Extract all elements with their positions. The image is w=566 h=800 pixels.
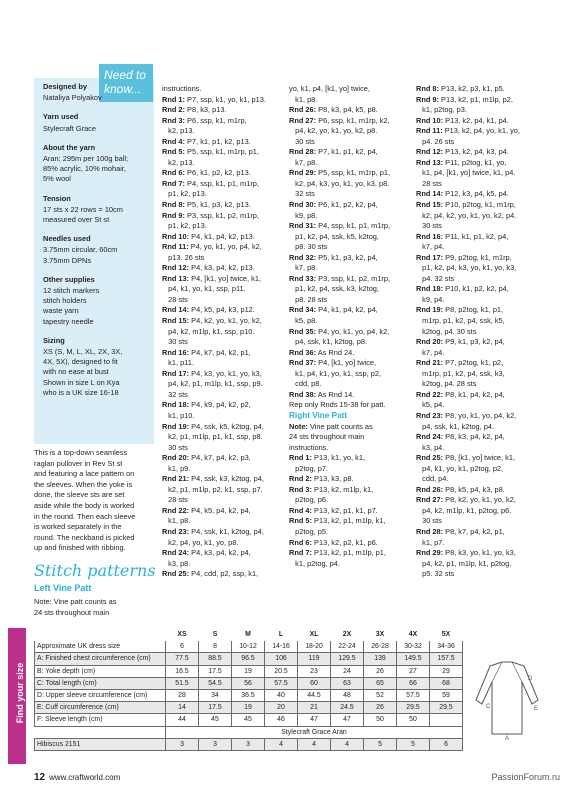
pattern-line: Rnd 16: P11, k1, p1, k2, p4, — [416, 231, 509, 241]
size-header: XL — [298, 629, 331, 641]
yarn-cell: 6 — [430, 738, 463, 750]
pattern-line: k1, p2tog, p3. — [416, 105, 467, 115]
pattern-line: Rnd 11: P4, yo, k1, yo, p4, k2, — [162, 242, 262, 252]
size-cell — [430, 714, 463, 726]
page-footer — [34, 772, 120, 783]
size-header: M — [232, 629, 265, 641]
pattern-line: Rnd 2: P8, k3, p13. — [162, 105, 227, 115]
yarn-cell: 3 — [166, 738, 199, 750]
size-cell: 88.5 — [199, 653, 232, 665]
pattern-line: k1, p9. — [162, 463, 191, 473]
size-cell: 45 — [199, 714, 232, 726]
pattern-line: p1, k2, p4, ssk, k3, k2tog, — [289, 284, 379, 294]
pattern-line: Rep only Rnds 15-38 for patt. — [289, 400, 386, 410]
size-row-label: B: Yoke depth (cm) — [35, 665, 166, 677]
size-row — [35, 702, 463, 714]
size-cell: 65 — [364, 677, 397, 689]
size-cell: 22-24 — [331, 641, 364, 653]
size-header: 3X — [364, 629, 397, 641]
pattern-line: instructions. — [289, 442, 329, 452]
size-header: 4X — [397, 629, 430, 641]
page-number: 12 — [34, 772, 46, 783]
pattern-line: Rnd 4: P7, k1, p1, k2, p13. — [162, 136, 251, 146]
pattern-line: k2, p13. — [162, 126, 195, 136]
pattern-line: Rnd 35: P4, yo, k1, yo, p4, k2, — [289, 326, 390, 336]
pattern-line: k1, p2tog, p4. — [289, 558, 340, 568]
size-cell: 47 — [331, 714, 364, 726]
pattern-line: 30 sts — [416, 221, 442, 231]
size-cell: 26-28 — [364, 641, 397, 653]
watermark: PassionForum.ru — [491, 772, 560, 782]
pattern-line: p1, k2, p4, ssk, k5, k2tog, — [289, 231, 379, 241]
pattern-line: cdd, p8. — [289, 379, 322, 389]
size-cell: 24 — [331, 665, 364, 677]
pattern-line: m1rp, p1, k2, p4, ssk, k3, — [416, 368, 505, 378]
size-cell: 10-12 — [232, 641, 265, 653]
pattern-line: k1, p8. — [289, 94, 318, 104]
size-row-label: Approximate UK dress size — [35, 641, 166, 653]
size-cell: 56 — [232, 677, 265, 689]
pattern-line: 32 sts — [289, 189, 315, 199]
pattern-line: k7, p8. — [289, 263, 318, 273]
pattern-line: Rnd 27: P6, ssp, k1, m1rp, k2, — [289, 115, 390, 125]
pattern-line: Rnd 2: P13, k3, p8. — [289, 474, 354, 484]
pattern-line: Rnd 14: P12, k3, p4, k5, p4. — [416, 189, 509, 199]
pattern-line: p1, k2, p13. — [162, 221, 207, 231]
pattern-line: Rnd 17: P4, k3, yo, k1, yo, k3, — [162, 368, 262, 378]
size-cell: 19 — [232, 665, 265, 677]
size-cell: 26 — [364, 665, 397, 677]
pattern-line: Rnd 29: P5, ssp, k1, m1rp, p1, — [289, 168, 391, 178]
intro-text: This is a top-down seamless raglan pullover in Rev St st and featuring a lace pattern on the sleeves. When the yoke is done, the sleeve sts are set aside while the body is worked in the round. Then each sleeve is worked separately in the round. The neckband is picked up and finished with ribbing. — [34, 448, 136, 553]
footer-site: www.craftworld.com — [49, 773, 121, 782]
pattern-line: Rnd 22: P4, k5, p4, k2, p4, — [162, 505, 251, 515]
pattern-line: p4, k2, m1lp, k1, p2tog, p6. — [416, 505, 512, 515]
pattern-line: Rnd 12: P13, k2, p4, k3, p4. — [416, 147, 509, 157]
pattern-line: p4, ssk, k1, k2tog, p8. — [289, 337, 368, 347]
size-cell: 129.5 — [331, 653, 364, 665]
pattern-line: k2tog, p4. 28 sts — [416, 379, 477, 389]
pattern-line: Rnd 18: P10, k1, p2, k2, p4, — [416, 284, 509, 294]
size-row — [35, 665, 463, 677]
size-row — [35, 641, 463, 653]
pattern-column-2 — [289, 84, 390, 569]
pattern-line: Rnd 26: P8, k3, p4, k5, p8. — [289, 105, 378, 115]
size-cell: 34 — [199, 689, 232, 701]
size-cell: 96.5 — [232, 653, 265, 665]
size-header: L — [265, 629, 298, 641]
size-cell: 27 — [397, 665, 430, 677]
size-cell: 17.5 — [199, 702, 232, 714]
pattern-line: p1, k2, p13. — [162, 189, 207, 199]
size-cell: 34-36 — [430, 641, 463, 653]
pattern-line: Rnd 16: P4, k7, p4, k2, p1, — [162, 347, 251, 357]
size-cell: 106 — [265, 653, 298, 665]
svg-text:A: A — [504, 736, 510, 740]
yarn-cell: 4 — [331, 738, 364, 750]
info-heading: Sizing — [43, 335, 65, 345]
pattern-line: Rnd 23: P4, ssk, k1, k2tog, p4, — [162, 526, 264, 536]
info-heading: Needles used — [43, 234, 91, 244]
yarn-cell: 4 — [298, 738, 331, 750]
yarn-cell: 5 — [364, 738, 397, 750]
pattern-line: 30 sts — [289, 136, 315, 146]
pattern-line: Rnd 15: P10, p2tog, k1, m1rp, — [416, 200, 516, 210]
pattern-line: Rnd 9: P3, ssp, k1, p2, m1rp, — [162, 210, 259, 220]
pattern-line: Rnd 20: P4, k7, p4, k2, p3, — [162, 453, 251, 463]
pattern-line: k2, p13. — [162, 157, 195, 167]
pattern-line: p1, k2, p4, k3, yo, k1, yo, k3, — [416, 263, 517, 273]
pattern-line: k2, p1, m1lp, p2, k1, ssp, p7. — [162, 484, 263, 494]
yarn-header: Stylecraft Grace Aran — [166, 726, 463, 738]
size-cell: 6 — [166, 641, 199, 653]
pattern-line: Rnd 6: P13, k2, p2, k1, p6. — [289, 537, 378, 547]
pattern-line: Rnd 38: As Rnd 14. — [289, 389, 355, 399]
size-cell: 20 — [265, 702, 298, 714]
pattern-line: Rnd 11: P13, k2, p4, yo, k1, yo, — [416, 126, 520, 136]
size-cell: 36.5 — [232, 689, 265, 701]
pattern-line: Rnd 8: P5, k1, p3, k2, p13. — [162, 200, 251, 210]
pattern-line: Rnd 19: P4, ssk, k5, k2tog, p4, — [162, 421, 264, 431]
svg-text:E: E — [534, 706, 539, 712]
pattern-line: Rnd 19: P8, p2tog, k1, p1, — [416, 305, 504, 315]
pattern-line: 28 sts — [416, 178, 442, 188]
pattern-line: Rnd 23: P8, yo, k1, yo, p4, k2, — [416, 410, 517, 420]
stitch-patterns-heading: Stitch patterns — [34, 561, 156, 580]
size-cell: 30-32 — [397, 641, 430, 653]
info-heading: About the yarn — [43, 142, 96, 152]
need-to-know-content — [43, 82, 153, 398]
size-cell: 68 — [430, 677, 463, 689]
pattern-line: Rnd 24: P8, k3, p4, k2, p4, — [416, 432, 505, 442]
pattern-line: k9, p4. — [416, 294, 445, 304]
pattern-line: Rnd 36: As Rnd 24. — [289, 347, 355, 357]
pattern-line: Rnd 6: P6, k1, p2, k2, p13. — [162, 168, 251, 178]
size-cell: 28 — [166, 689, 199, 701]
size-cell: 149.5 — [397, 653, 430, 665]
pattern-line: p5. 32 sts — [416, 569, 455, 579]
pattern-line: cdd, p4. — [416, 474, 449, 484]
size-header-row — [35, 629, 463, 641]
pattern-line: Rnd 10: P13, k2, p4, k1, p4. — [416, 115, 509, 125]
pattern-line: k1, p4, [k1, yo] twice, k1, p4. — [416, 168, 516, 178]
size-cell: 44 — [166, 714, 199, 726]
size-cell: 29 — [430, 665, 463, 677]
size-cell: 17.5 — [199, 665, 232, 677]
pattern-line: Rnd 18: P4, k9, p4, k2, p2, — [162, 400, 251, 410]
info-heading: Yarn used — [43, 112, 79, 122]
find-your-size-label: Find your size — [15, 662, 25, 724]
size-cell: 18-20 — [298, 641, 331, 653]
pattern-line: Rnd 25: P8, [k1, yo] twice, k1, — [416, 453, 515, 463]
right-vine-heading: Right Vine Patt — [289, 410, 348, 420]
pattern-line: k2, p4, yo, k1, yo, p8. — [162, 537, 239, 547]
size-cell: 51.5 — [166, 677, 199, 689]
pattern-line: k2, p1, m1lp, p1, k1, ssp, p8. — [162, 432, 263, 442]
pattern-line: Rnd 26: P8, k5, p4, k3, p8. — [416, 484, 505, 494]
size-cell: 157.5 — [430, 653, 463, 665]
size-cell: 21 — [298, 702, 331, 714]
pattern-line: Rnd 25: P4, cdd, p2, ssp, k1, — [162, 569, 259, 579]
info-text: XS (S, M, L, XL, 2X, 3X, 4X, 5X), designed to fit with no ease at bust Shown in size L on Kya who is a UK size 16-18 — [43, 347, 123, 397]
pattern-line: Rnd 31: P4, ssp, k1, p1, m1rp, — [289, 221, 391, 231]
need-to-know-tab: Need to know... — [99, 64, 153, 102]
pattern-line: Rnd 13: P4, [k1, yo] twice, k1, — [162, 273, 261, 283]
size-cell: 26 — [364, 702, 397, 714]
pattern-line: p4, k1, yo, k1, p2tog, p2, — [416, 463, 504, 473]
pattern-line: p4, ssk, k1, k2tog, p4. — [416, 421, 495, 431]
pattern-line: p13. 26 sts — [162, 252, 205, 262]
size-cell: 23 — [298, 665, 331, 677]
sweater-diagram — [472, 660, 542, 740]
pattern-line: Rnd 17: P9, p2tog, k1, m1rp, — [416, 252, 512, 262]
pattern-line: 28 sts — [162, 495, 188, 505]
pattern-line: Rnd 30: P6, k1, p2, k2, p4, — [289, 200, 378, 210]
pattern-line: p4. 26 sts — [416, 136, 455, 146]
pattern-line: Rnd 14: P4, k5, p4, k3, p12. — [162, 305, 255, 315]
pattern-line: 24 sts throughout main — [289, 432, 365, 442]
size-cell: 47 — [298, 714, 331, 726]
left-vine-note: Note: Vine patt counts as 24 sts throughout main — [34, 597, 117, 617]
info-text: 12 stitch markers stitch holders waste yarn tapestry needle — [43, 286, 100, 326]
size-cell: 45 — [232, 714, 265, 726]
pattern-line: Rnd 21: P4, ssk, k3, k2tog, p4, — [162, 474, 264, 484]
pattern-line: k9, p8. — [289, 210, 318, 220]
pattern-line: 28 sts — [162, 294, 188, 304]
size-cell: 57.5 — [397, 689, 430, 701]
pattern-line: Rnd 8: P13, k2, p3, k1, p5. — [416, 84, 505, 93]
size-row — [35, 714, 463, 726]
pattern-line: Rnd 29: P8, k3, yo, k1, yo, k3, — [416, 548, 516, 558]
pattern-line: 30 sts — [416, 516, 442, 526]
pattern-line: 30 sts — [162, 337, 188, 347]
find-your-size-tab — [8, 628, 26, 764]
pattern-line: k7, p4. — [416, 242, 445, 252]
yarn-cell: 3 — [232, 738, 265, 750]
pattern-line: p4. 32 sts — [416, 273, 455, 283]
size-header: S — [199, 629, 232, 641]
size-cell: 16.5 — [166, 665, 199, 677]
pattern-line: p4, k2, yo, k1, yo, k2, p8. — [289, 126, 378, 136]
pattern-line: k5, p4. — [416, 400, 445, 410]
size-cell: 19 — [232, 702, 265, 714]
pattern-column-1 — [162, 84, 266, 580]
pattern-line: Rnd 1: P7, ssp, k1, yo, k1, p13. — [162, 94, 266, 104]
pattern-line: p8. 30 sts — [289, 242, 328, 252]
info-text: 3.75mm circular, 60cm 3.75mm DPNs — [43, 245, 118, 265]
pattern-line: Rnd 24: P4, k3, p4, k2, p4, — [162, 548, 251, 558]
info-heading: Tension — [43, 193, 71, 203]
pattern-line: p4, k2, p1, m1lp, k1, ssp, p9. — [162, 379, 263, 389]
size-cell: 59 — [430, 689, 463, 701]
pattern-line: k2tog, p4. 30 sts — [416, 326, 477, 336]
pattern-line: k1, p11. — [162, 358, 194, 368]
pattern-line: Rnd 33: P3, ssp, k1, p2, m1rp, — [289, 273, 391, 283]
pattern-line: Rnd 7: P4, ssp, k1, p1, m1rp, — [162, 178, 259, 188]
pattern-column-3 — [416, 84, 520, 580]
pattern-line: k1, p7. — [416, 537, 445, 547]
info-text: Nataliya Polyakov — [43, 93, 102, 103]
pattern-line: k1, p8. — [162, 516, 191, 526]
pattern-line: k2, p4, k2, yo, k1, yo, k2, p4. — [416, 210, 517, 220]
pattern-line: Rnd 10: P4, k1, p4, k2, p13. — [162, 231, 255, 241]
pattern-line: p2tog, p6. — [289, 495, 329, 505]
pattern-line: p4, k2, m1lp, k1, ssp, p10. — [162, 326, 255, 336]
pattern-line: Note: Vine patt counts as — [289, 421, 373, 431]
size-cell: 63 — [331, 677, 364, 689]
size-row — [35, 677, 463, 689]
size-table — [34, 628, 463, 751]
pattern-line: Rnd 32: P5, k1, p3, k2, p4, — [289, 252, 378, 262]
yarn-cell: 5 — [397, 738, 430, 750]
size-cell: 50 — [364, 714, 397, 726]
size-cell: 57.5 — [265, 677, 298, 689]
size-cell: 60 — [298, 677, 331, 689]
size-cell: 14-16 — [265, 641, 298, 653]
pattern-line: Rnd 37: P4, [k1, yo] twice, — [289, 358, 377, 368]
info-text: 17 sts x 22 rows = 10cm measured over St st — [43, 204, 123, 225]
pattern-line: k7, p8. — [289, 157, 318, 167]
size-cell: 29.5 — [430, 702, 463, 714]
pattern-line: p4, k2, p1, m1lp, k1, p2tog, — [416, 558, 512, 568]
pattern-line: k3, p4. — [416, 442, 445, 452]
pattern-line: p8. 28 sts — [289, 294, 328, 304]
size-header: XS — [166, 629, 199, 641]
pattern-line: p2tog, p5. — [289, 526, 329, 536]
pattern-line: m1rp, p1, k2, p4, ssk, k5, — [416, 316, 505, 326]
size-cell: 119 — [298, 653, 331, 665]
size-row — [35, 653, 463, 665]
info-text: Aran; 295m per 100g ball; 85% acrylic, 10% mohair, 5% wool — [43, 154, 129, 184]
yarn-cell: 3 — [199, 738, 232, 750]
pattern-line: Rnd 21: P7, p2tog, k1, p2, — [416, 358, 504, 368]
info-heading: Other supplies — [43, 274, 95, 284]
pattern-line: k1, p4, k1, yo, k1, ssp, p2, — [289, 368, 382, 378]
pattern-line: Rnd 5: P5, ssp, k1, m1rp, p1, — [162, 147, 259, 157]
size-cell: 40 — [265, 689, 298, 701]
yarn-header-row — [35, 726, 463, 738]
pattern-line: k5, p8. — [289, 316, 318, 326]
pattern-line: Rnd 28: P8, k7, p4, k2, p1, — [416, 526, 505, 536]
size-cell: 48 — [331, 689, 364, 701]
size-cell: 46 — [265, 714, 298, 726]
pattern-line: p4, k1, yo, k1, ssp, p11. — [162, 284, 246, 294]
size-row-label: C: Total length (cm) — [35, 677, 166, 689]
size-cell: 50 — [397, 714, 430, 726]
size-row-label: E: Cuff circumference (cm) — [35, 702, 166, 714]
info-heading: Designed by — [43, 82, 87, 91]
size-row-label: F: Sleeve length (cm) — [35, 714, 166, 726]
pattern-line: Rnd 3: P13, k2, m1lp, k1, — [289, 484, 374, 494]
yarn-row-label: Hibiscus 2151 — [35, 738, 166, 750]
pattern-line: Rnd 4: P13, k2, p1, k1, p7. — [289, 505, 378, 515]
pattern-line: k1, p10. — [162, 410, 195, 420]
size-header: 2X — [331, 629, 364, 641]
pattern-line: Rnd 27: P8, k2, yo, k1, yo, k2, — [416, 495, 516, 505]
pattern-line: Rnd 34: P4, k1, p4, k2, p4, — [289, 305, 378, 315]
pattern-line: Rnd 20: P9, k1, p3, k2, p4, — [416, 337, 505, 347]
pattern-line: Rnd 12: P4, k3, p4, k2, p13. — [162, 263, 255, 273]
yarn-cell: 4 — [265, 738, 298, 750]
svg-text:C: C — [486, 704, 491, 710]
size-cell: 24.5 — [331, 702, 364, 714]
pattern-line: 32 sts — [162, 389, 188, 399]
size-cell: 29.5 — [397, 702, 430, 714]
pattern-line: k2, p4, k3, yo, k1, yo, k3, p8. — [289, 178, 390, 188]
size-cell: 20.5 — [265, 665, 298, 677]
size-cell: 54.5 — [199, 677, 232, 689]
size-cell: 66 — [397, 677, 430, 689]
size-cell: 52 — [364, 689, 397, 701]
size-header: 5X — [430, 629, 463, 641]
pattern-line: Rnd 5: P13, k2, p1, m1lp, k1, — [289, 516, 386, 526]
size-row-label: A: Finished chest circumference (cm) — [35, 653, 166, 665]
pattern-line: Rnd 15: P4, k2, yo, k1, yo, k2, — [162, 316, 262, 326]
pattern-line: Rnd 7: P13, k2, p1, m1lp, p1, — [289, 548, 386, 558]
pattern-line: k7, p4. — [416, 347, 445, 357]
pattern-line: Rnd 9: P13, k2, p1, m1lp, p2, — [416, 94, 513, 104]
size-cell: 8 — [199, 641, 232, 653]
pattern-line: Rnd 3: P6, ssp, k1, m1rp, — [162, 115, 247, 125]
size-cell: 44.5 — [298, 689, 331, 701]
pattern-line: Rnd 22: P8, k1, p4, k2, p4, — [416, 389, 505, 399]
info-text: Stylecraft Grace — [43, 123, 96, 133]
pattern-line: yo, k1, p4, [k1, yo] twice, — [289, 84, 370, 93]
pattern-line: 30 sts — [162, 442, 188, 452]
size-cell: 139 — [364, 653, 397, 665]
size-row — [35, 689, 463, 701]
pattern-line: Rnd 13: P11, p2tog, k1, yo, — [416, 157, 507, 167]
svg-text:D: D — [528, 676, 533, 682]
pattern-line: Rnd 28: P7, k1, p1, k2, p4, — [289, 147, 378, 157]
size-cell: 14 — [166, 702, 199, 714]
left-vine-heading: Left Vine Patt — [34, 583, 92, 593]
pattern-line: p2tog, p7. — [289, 463, 329, 473]
pattern-line: k3, p8. — [162, 558, 191, 568]
yarn-row — [35, 738, 463, 750]
pattern-line: Rnd 1: P13, k1, yo, k1, — [289, 453, 365, 463]
size-cell: 77.5 — [166, 653, 199, 665]
size-row-label: D: Upper sleeve circumference (cm) — [35, 689, 166, 701]
pattern-line: instructions. — [162, 84, 202, 93]
